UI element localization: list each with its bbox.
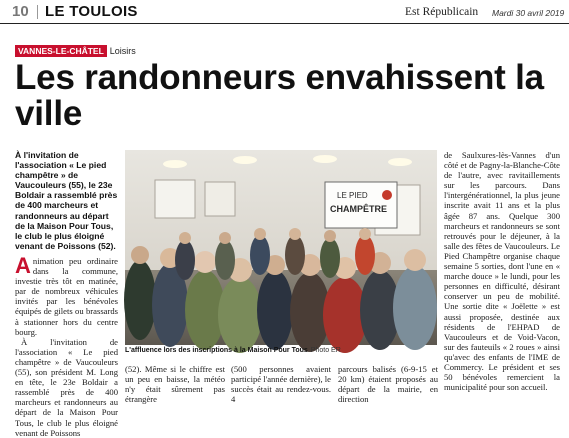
- section-title: LE TOULOIS: [45, 3, 138, 20]
- article-headline: Les randonneurs envahissent la ville: [15, 58, 544, 133]
- svg-text:CHAMPÊTRE: CHAMPÊTRE: [330, 204, 388, 214]
- paragraph: [15, 253, 118, 337]
- paragraph: À l'invitation de l'association « Le pied champêtre » de Vaucouleurs (55), son président M. Long en tête, le 23e Boldair a rassemblé près de 400 marcheurs et randonneurs au départ de la Maison Pour Tous, le club le plus éloigné venant de Poissons: [15, 336, 118, 438]
- article-column-5: de Saulxures-lès-Vannes d'un côté et de Pagny-la-Blanche-Côte de l'autre, avec ravitaillements sur les parcours. Dans l'intergénérationnel, la plus jeune inscrite avait 11 ans et la plus âgée 87 ans. Quelque 300 marcheurs et randonneurs se sont retrouvés pour le déjeuner, à la salle des fêtes de Vaucouleurs. Le Pied Champêtre organise chaque semaine 5 sorties, dont l'une en « marche douce » le lundi, pour les personnes en difficulté, désirant conserver un peu de mobilité. Une sortie dite « Joëlette » est aussi proposée, destinée aux résidents de l'EHPAD de Vaucouleurs et de Void-Vacon, sur des fauteuils « 2 roues » ainsi qu'avec des enfants de l'IME de Commercy. Le président et ses 50 bénévoles remercient la municipalité pour son accueil.: [444, 150, 560, 393]
- photo-caption: [125, 347, 437, 354]
- header-divider: [37, 5, 38, 19]
- page-number: 10: [12, 3, 29, 20]
- article-kicker: [15, 45, 136, 57]
- category-label: Loisirs: [109, 46, 136, 56]
- banner-text: LE PIED: [337, 191, 368, 200]
- photo-credit: Photo ER: [310, 347, 341, 354]
- drop-cap: A: [15, 253, 31, 278]
- article-column-4: parcours balisés (6-9-15 et 20 km) étaient proposés au départ de la mairie, en direction: [338, 364, 438, 405]
- article-column-2: (52). Même si le chiffre est un peu en baisse, la météo n'y était sûrement pas étrangère: [125, 364, 225, 405]
- caption-text: L'affluence lors des inscriptions à la Maison Pour Tous: [125, 347, 308, 354]
- article-lead: À l'invitation de l'association « Le pied champêtre » de Vaucouleurs (55), le 23e Boldair a rassemblé près de 400 marcheurs et randonneurs au départ de la Maison Pour Tous, le club le plus éloigné venant de Poissons (52).: [15, 150, 118, 251]
- paragraph-text: nimation peu ordinaire dans la commune, investie très tôt en matinée, par de nombreux véhicules invités par les bénévoles équipés de gilets ou brassards à stationner hors du centre bourg.: [15, 256, 118, 337]
- crowd-photo-illustration: [125, 150, 437, 345]
- article-column-3: (500 personnes avaient participé l'année dernière), le succès était au rendez-vous. 4: [231, 364, 331, 405]
- article-photo: [125, 150, 437, 345]
- article-column-1: [15, 253, 118, 438]
- publication-name: Est Républicain: [405, 6, 479, 18]
- page-header: [0, 0, 569, 24]
- publication-date: Mardi 30 avril 2019: [492, 8, 565, 18]
- location-tag: VANNES-LE-CHÂTEL: [15, 45, 107, 57]
